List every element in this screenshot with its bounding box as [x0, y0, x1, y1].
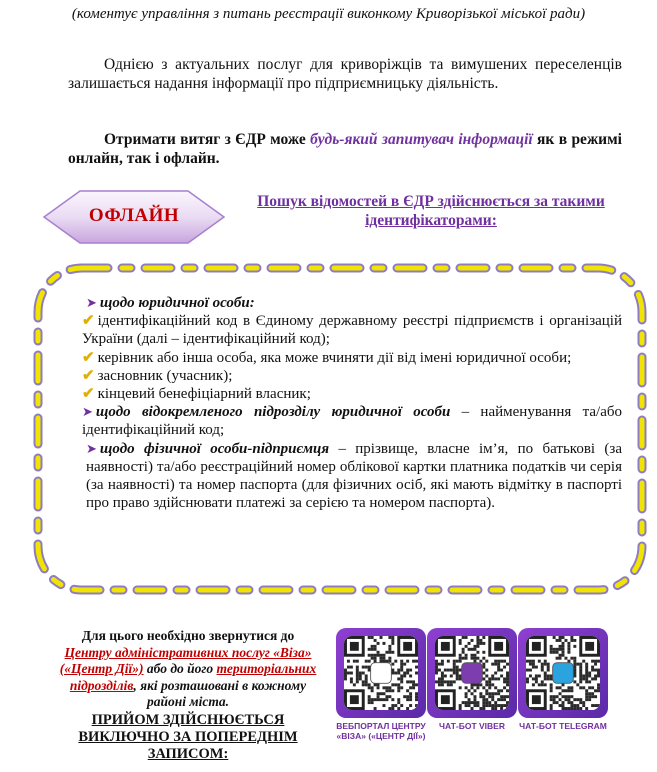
list-item: [70, 367, 622, 385]
qr-viber-frame: [427, 628, 517, 718]
telegram-icon: [553, 663, 574, 684]
legal-item-text: засновник (учасник);: [97, 367, 233, 384]
qr-caption-viber: ЧАТ-БОТ VIBER: [439, 721, 505, 731]
individual-row: [70, 440, 622, 513]
subdivisions-link[interactable]: територіальних підрозділів: [69, 661, 317, 693]
legal-heading-row: [70, 294, 622, 312]
check-bullet-icon: ✔: [82, 367, 95, 384]
extract-highlight: будь-який запитувач інформації: [310, 131, 533, 148]
appointment-notice: ПРИЙОМ ЗДІЙСНЮЄТЬСЯ ВИКЛЮЧНО ЗА ПОПЕРЕДНІМ ЗАПИСОМ:: [78, 711, 298, 762]
qr-telegram-frame: [518, 628, 608, 718]
qr-caption-portal: ВЕБПОРТАЛ ЦЕНТРУ «ВІЗА» («ЦЕНТР ДІЇ»): [336, 721, 426, 741]
footer-line1: Для цього необхідно звернутися до: [81, 628, 295, 643]
qr-code-viber[interactable]: [435, 636, 509, 710]
extract-before: Отримати витяг з ЄДР може: [104, 131, 311, 148]
offline-label: ОФЛАЙН: [88, 205, 180, 226]
list-item: [70, 385, 622, 403]
individual-heading: щодо фізичної особи-підприємця: [99, 440, 330, 457]
branch-row: [70, 403, 622, 439]
branch-text: – найменування та/або ідентифікаційний код;: [82, 404, 622, 439]
viber-icon: [462, 663, 483, 684]
legal-item-text: кінцевий бенефіціарний власник;: [97, 386, 311, 403]
qr-caption-telegram: ЧАТ-БОТ TELEGRAM: [519, 721, 607, 731]
check-bullet-icon: ✔: [82, 386, 95, 403]
qr-portal-frame: [336, 628, 426, 718]
search-title: Пошук відомостей в ЄДР здійснюється за такими ідентифікаторами:: [257, 193, 605, 229]
footer-mid: або до його: [143, 661, 217, 676]
footer-instructions: [58, 628, 318, 763]
legal-item-text: керівник або інша особа, яка може вчиняти дії від імені юридичної особи;: [97, 349, 572, 366]
list-item: [70, 312, 622, 348]
check-bullet-icon: ✔: [82, 313, 95, 330]
legal-item-text: ідентифікаційний код в Єдиному державному реєстрі підприємств і організацій України (далі – ідентифікаційний код);: [82, 313, 622, 348]
header-note: (коментує управління з питань реєстрації виконкому Криворізької міської ради): [71, 6, 586, 22]
web-portal-icon: [371, 663, 392, 684]
arrow-bullet-icon: ➤: [86, 440, 97, 456]
footer-tail: , які розташовані в кожному районі міста.: [133, 677, 307, 709]
legal-heading: щодо юридичної особи:: [99, 295, 255, 311]
qr-code-portal[interactable]: [344, 636, 418, 710]
arrow-bullet-icon: ➤: [82, 404, 93, 420]
branch-heading: щодо відокремленого підрозділу юридичної особи: [95, 404, 451, 421]
list-item: [70, 349, 622, 367]
check-bullet-icon: ✔: [82, 349, 95, 366]
individual-text: – прізвище, власне ім’я, по батькові (за наявності) та/або реєстраційний номер облікової картки платника податків чи серія (за наявності) та номер паспорта (для фізичних осіб, які мають відмітку в паспорті про право здійснювати платежі за серією та номером паспорта).: [86, 440, 622, 512]
qr-code-telegram[interactable]: [526, 636, 600, 710]
extract-after: як в режимі онлайн, так і офлайн.: [68, 131, 622, 167]
arrow-bullet-icon: ➤: [86, 295, 97, 310]
identifiers-box: [70, 294, 622, 512]
center-link[interactable]: Центру адміністративних послуг «Віза» («Центр Дії»): [59, 644, 312, 676]
intro-paragraph: Однією з актуальних послуг для криворіжців та вимушених переселенців залишається надання інформації про підприємницьку діяльність.: [68, 56, 622, 92]
